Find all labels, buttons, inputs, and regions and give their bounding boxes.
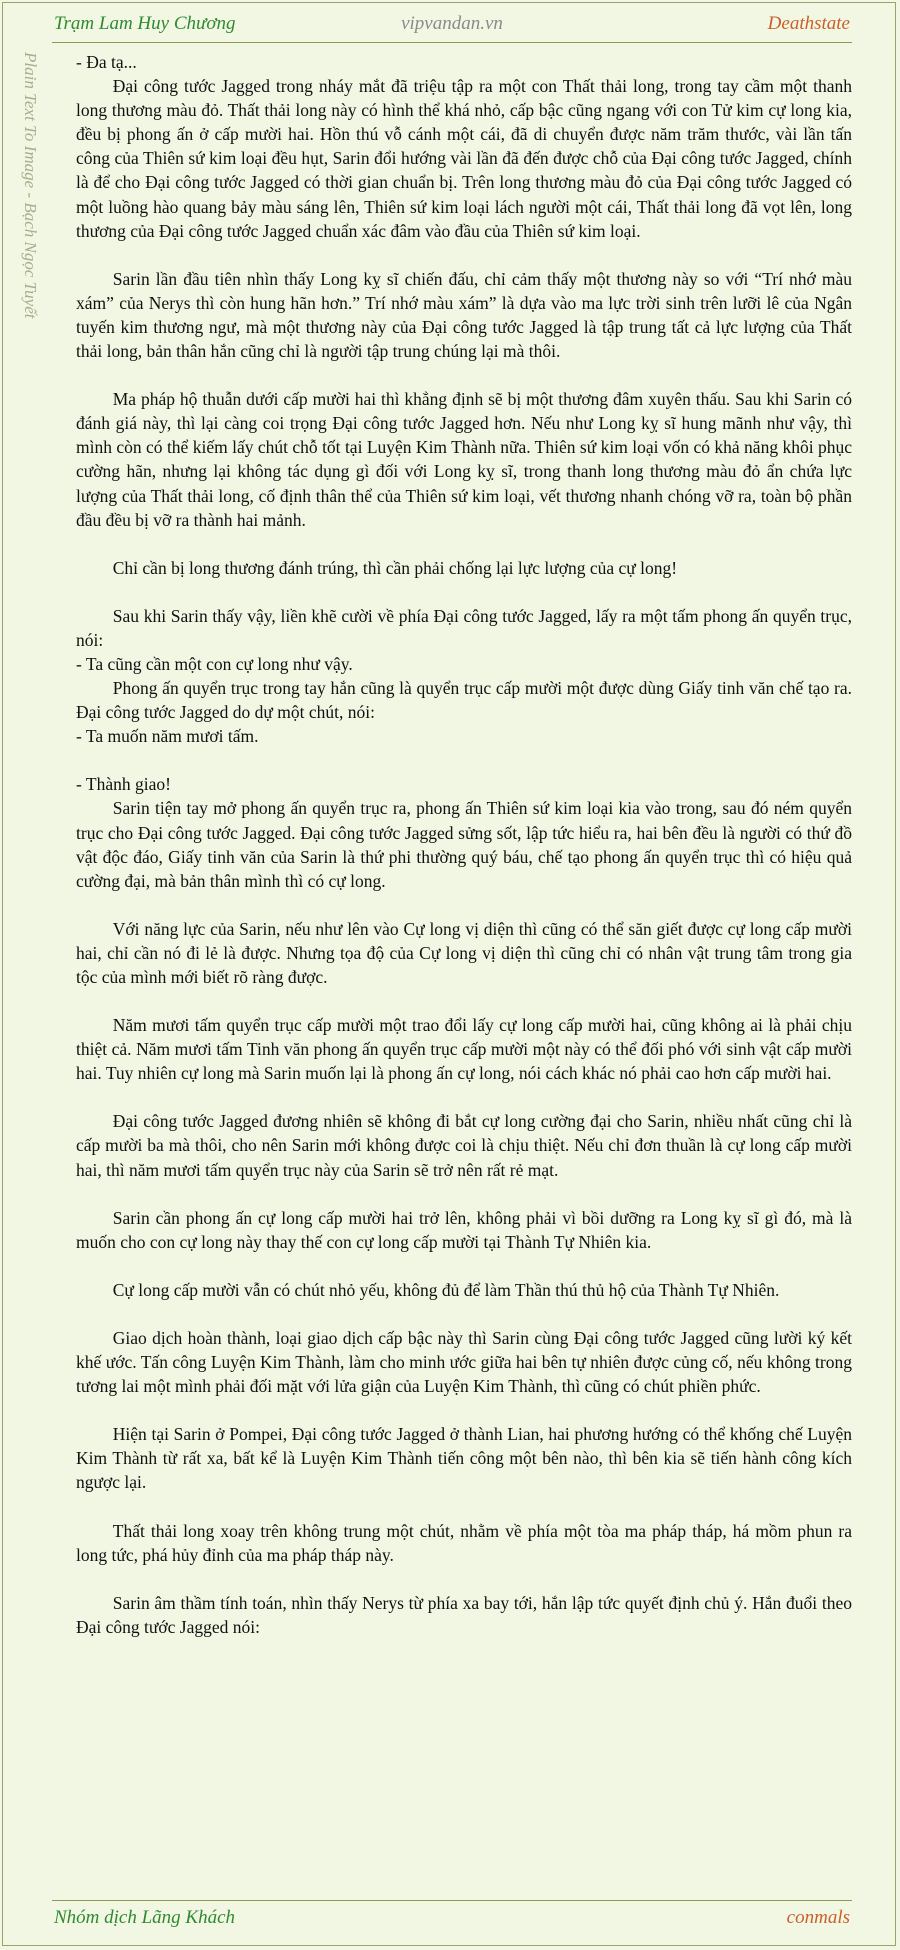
paragraph: Sau khi Sarin thấy vậy, liền khẽ cười về phía Đại công tước Jagged, lấy ra một tấm phong ấn quyển trục, nói: <box>76 605 852 650</box>
paragraph: - Ta cũng cần một con cự long như vậy. <box>76 653 353 674</box>
paragraph: Cự long cấp mười vẫn có chút nhỏ yếu, không đủ để làm Thần thú thủ hộ của Thành Tự Nhiên. <box>112 1279 780 1300</box>
paragraph: Năm mươi tấm quyển trục cấp mười một trao đổi lấy cự long cấp mười hai, cũng không ai là phải chịu thiệt cả. Năm mươi tấm Tinh văn phong ấn quyển trục cấp mười một này có thể đối phó với sinh vật cấp mười hai. Tuy nhiên cự long mà Sarin muốn lại là phong ấn cự long, nói cách khác nó phải cao hơn cấp mười hai. <box>76 1015 852 1084</box>
paragraph: Sarin lần đầu tiên nhìn thấy Long kỵ sĩ chiến đấu, chỉ cảm thấy một thương này so với “Trí nhớ màu xám” của Nerys thì còn hung hãn hơn.” Trí nhớ màu xám” là dựa vào ma lực trời sinh trên lưỡi lê của Ngân tuyến kim thương ngư, mà một thương này của Đại công tước Jagged là tập trung tất cả lực lượng của Thất thải long, bản thân hắn cũng chỉ là người tập trung chúng lại mà thôi. <box>76 268 852 362</box>
paragraph: Chỉ cần bị long thương đánh trúng, thì cần phải chống lại lực lượng của cự long! <box>112 557 678 578</box>
paragraph: Sarin âm thầm tính toán, nhìn thấy Nerys từ phía xa bay tới, hắn lập tức quyết định chủ ý. Hắn đuổi theo Đại công tước Jagged nói: <box>76 1592 852 1637</box>
page-header <box>52 10 852 43</box>
header-book-title: Trạm Lam Huy Chương <box>54 13 236 34</box>
paragraph: Sarin cần phong ấn cự long cấp mười hai trở lên, không phải vì bồi dưỡng ra Long kỵ sĩ gì đó, mà là muốn cho con cự long này thay thế con cự long cấp mười tại Thành Tự Nhiên kia. <box>76 1207 852 1252</box>
paragraph: Ma pháp hộ thuẫn dưới cấp mười hai thì khẳng định sẽ bị một thương đâm xuyên thấu. Sau khi Sarin có đánh giá này, thì lại càng coi trọng Đại công tước Jagged hơn. Nếu như Long kỵ sĩ hung mãnh như vậy, thì mình còn có thể kiếm lấy chút chỗ tốt tại Luyện Kim Thành nữa. Thiên sứ kim loại vốn có khả năng khôi phục cường hãn, nhưng lại không tác dụng gì đối với Long kỵ sĩ, trong thanh long thương màu đỏ ẩn chứa lực lượng của Thất thải long, cố định thân thể của Thiên sứ kim loại, vết thương nhanh chóng vỡ ra, toàn bộ phần đầu đều bị vỡ ra thành hai mảnh. <box>76 389 852 530</box>
chapter-text <box>76 50 852 1639</box>
paragraph: - Đa tạ... <box>76 52 137 72</box>
footer-translator: Nhóm dịch Lãng Khách <box>54 1907 236 1928</box>
paragraph: Sarin tiện tay mở phong ấn quyển trục ra, phong ấn Thiên sứ kim loại kia vào trong, sau đó ném quyển trục cho Đại công tước Jagged. Đại công tước Jagged sửng sốt, lập tức hiểu ra, hai bên đều là người có thứ đồ vật độc đáo, Giấy tinh văn của Sarin là thứ phi thường quý báu, chế tạo phong ấn quyển trục thì có hiệu quả cường đại, mà bản thân mình thì có cự long. <box>76 798 852 891</box>
header-site: vipvandan.vn <box>401 13 503 34</box>
paragraph: Giao dịch hoàn thành, loại giao dịch cấp bậc này thì Sarin cùng Đại công tước Jagged cũng lười ký kết khế ước. Tấn công Luyện Kim Thành, làm cho minh ước giữa hai bên tự nhiên được củng cố, nếu không trong tương lai một mình phải đối mặt với lửa giận của Luyện Kim Thành, thì cũng có chút phiền phức. <box>76 1327 852 1397</box>
side-watermark: Plain Text To Image - Bạch Ngọc Tuyết <box>21 52 40 319</box>
paragraph: Thất thải long xoay trên không trung một chút, nhằm về phía một tòa ma pháp tháp, há mồm phun ra long tức, phá hủy đỉnh của ma pháp tháp này. <box>76 1520 852 1565</box>
page-footer <box>52 1900 852 1933</box>
paragraph: Đại công tước Jagged đương nhiên sẽ không đi bắt cự long cường đại cho Sarin, nhiều nhất cũng chỉ là cấp mười ba mà thôi, cho nên Sarin mới không được coi là chịu thiệt. Nếu chỉ đơn thuần là cự long cấp mười hai, thì năm mươi tấm quyển trục này của Sarin sẽ trở nên rất rẻ mạt. <box>76 1111 852 1180</box>
paragraph: Hiện tại Sarin ở Pompei, Đại công tước Jagged ở thành Lian, hai phương hướng có thể khống chế Luyện Kim Thành từ rất xa, bất kể là Luyện Kim Thành tiến công một bên nào, thì bên kia sẽ tiến hành công kích ngược lại. <box>76 1424 852 1493</box>
paragraph: Phong ấn quyển trục trong tay hắn cũng là quyển trục cấp mười một được dùng Giấy tinh văn chế tạo ra. Đại công tước Jagged do dự một chút, nói: <box>76 678 852 723</box>
header-author: Deathstate <box>767 13 850 34</box>
paragraph: - Ta muốn năm mươi tấm. <box>76 726 259 747</box>
paragraph: Đại công tước Jagged trong nháy mắt đã triệu tập ra một con Thất thải long, trong tay cầm một thanh long thương màu đỏ. Thất thải long này có hình thể khá nhỏ, cấp bậc cũng ngang với con Tử kim cự long kia, đều bị phong ấn ở cấp mười hai. Hồn thú vỗ cánh một cái, đã di chuyển được năm trăm thước, vài lần tấn công của Thiên sứ kim loại đều hụt, Sarin đổi hướng vài lần đã đến được chỗ của Đại công tước Jagged, chính là để cho Đại công tước Jagged có thời gian chuẩn bị. Trên long thương màu đỏ của Đại công tước Jagged có một luồng hào quang bảy màu sáng lên, Thiên sứ kim loại lách người một cái, Thất thải long đã vọt lên, long thương của Đại công tước Jagged chuẩn xác đâm vào đầu của Thiên sứ kim loại. <box>76 76 852 241</box>
paragraph: Với năng lực của Sarin, nếu như lên vào Cự long vị diện thì cũng có thể săn giết được cự long cấp mười hai, chỉ cần nó đi lẻ là được. Nhưng tọa độ của Cự long vị diện thì cũng chỉ có nhân vật trung tâm trong gia tộc của mình mới biết rõ ràng được. <box>76 918 852 987</box>
paragraph: - Thành giao! <box>76 774 171 795</box>
footer-editor: conmals <box>786 1907 850 1928</box>
